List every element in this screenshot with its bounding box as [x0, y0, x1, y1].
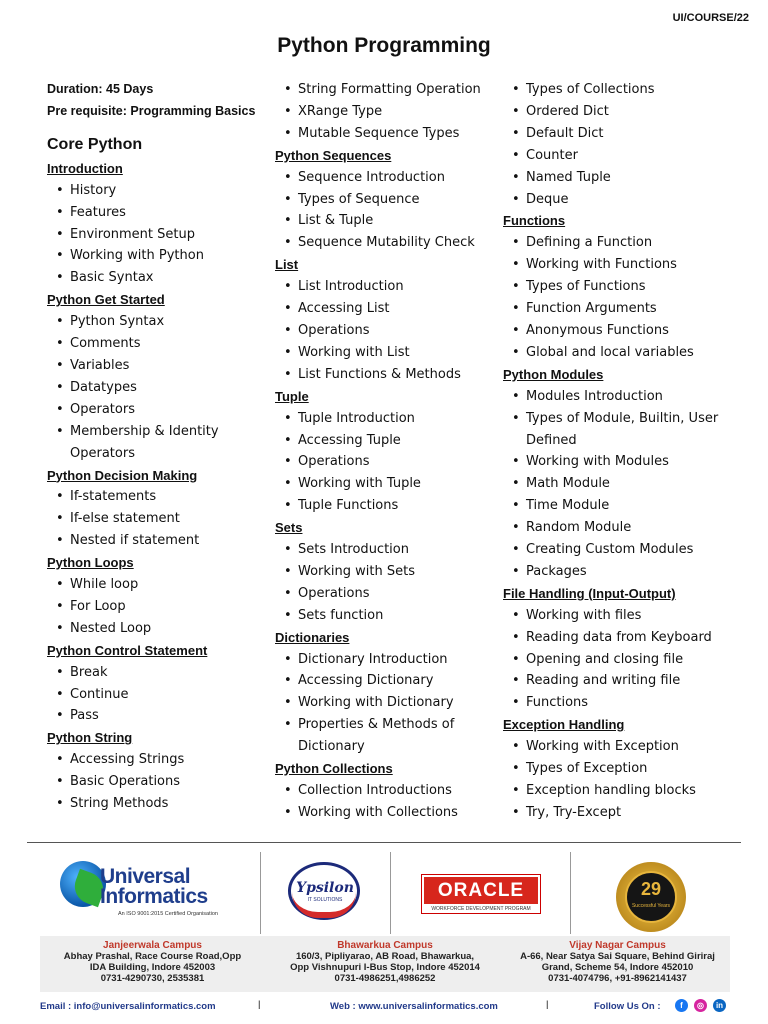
- section-heading: Python Sequences: [275, 147, 392, 163]
- topic-item: • Nested if statement: [47, 530, 262, 552]
- topic-item: • Types of Module, Builtin, User Defined: [503, 408, 731, 452]
- duration: Duration: 45 Days: [47, 82, 154, 96]
- topic-list: [47, 662, 262, 728]
- core-python-heading: Core Python: [47, 135, 143, 153]
- topic-item: • Accessing Tuple: [275, 430, 495, 452]
- column-3: [503, 79, 731, 824]
- topic-list: [47, 574, 262, 640]
- section-heading: Python Loops: [47, 555, 134, 571]
- topic-item: • While loop: [47, 574, 262, 596]
- ypsilon-logo: [288, 862, 360, 920]
- topic-list: [275, 649, 495, 759]
- logo-divider: [260, 852, 261, 934]
- topic-item: • List Functions & Methods: [275, 364, 495, 386]
- column-2-sections: [275, 145, 495, 824]
- oracle-logo: [421, 874, 541, 914]
- topic-item: • Try, Try-Except: [503, 802, 731, 824]
- follow-us-label: Follow Us On :: [594, 1001, 661, 1012]
- footer: [40, 999, 730, 1015]
- column-1-sections: [47, 158, 262, 815]
- topic-item: • Datatypes: [47, 377, 262, 399]
- campus-name: Vijay Nagar Campus: [569, 940, 666, 951]
- topic-item: • Reading data from Keyboard: [503, 627, 731, 649]
- topic-item: • Packages: [503, 561, 731, 583]
- topic-item: • Variables: [47, 355, 262, 377]
- topic-item: • List & Tuple: [275, 210, 495, 232]
- section-heading: Python Decision Making: [47, 467, 198, 483]
- instagram-icon[interactable]: ◎: [694, 999, 707, 1012]
- linkedin-icon[interactable]: in: [713, 999, 726, 1012]
- ypsilon-subtitle: IT SOLUTIONS: [307, 897, 343, 903]
- campus-info: [40, 936, 730, 992]
- topic-item: • Types of Exception: [503, 758, 731, 780]
- section-heading: Python String: [47, 730, 133, 746]
- column-3-lead-items: [503, 79, 731, 210]
- topic-list: [47, 311, 262, 464]
- badge-subtitle: Successful Years: [631, 903, 671, 909]
- topic-list: [275, 408, 495, 518]
- topic-item: • Modules Introduction: [503, 386, 731, 408]
- topic-item: • Operators: [47, 399, 262, 421]
- campus-address: Opp Vishnupuri I-Bus Stop, Indore 452014: [290, 962, 480, 973]
- topic-item: • If-else statement: [47, 508, 262, 530]
- section-heading: Sets: [275, 520, 303, 536]
- topic-item: • Sets Introduction: [275, 539, 495, 561]
- oracle-text: ORACLE: [424, 877, 538, 904]
- section-heading: Python Collections: [275, 761, 393, 777]
- topic-list: [47, 180, 262, 290]
- topic-item: • Time Module: [503, 495, 731, 517]
- topic-list: [275, 539, 495, 627]
- topic-item: • Basic Operations: [47, 771, 262, 793]
- footer-separator: |: [258, 999, 261, 1010]
- page-title: Python Programming: [277, 34, 491, 57]
- section-heading: Introduction: [47, 160, 123, 176]
- footer-separator: |: [546, 999, 549, 1010]
- topic-list: [503, 386, 731, 583]
- topic-item: • Tuple Functions: [275, 495, 495, 517]
- topic-list: [503, 605, 731, 715]
- campus-address: Grand, Scheme 54, Indore 452010: [541, 962, 694, 973]
- section-heading: Python Control Statement: [47, 642, 208, 658]
- campus-name: Bhawarkua Campus: [337, 940, 433, 951]
- logo-strip: [40, 852, 730, 934]
- section-heading: Dictionaries: [275, 629, 350, 645]
- topic-item: • Reading and writing file: [503, 670, 731, 692]
- topic-item: • Mutable Sequence Types: [275, 123, 495, 145]
- campus-address: 160/3, Pipliyarao, AB Road, Bhawarkua,: [295, 951, 475, 962]
- topic-list: [275, 276, 495, 386]
- topic-item: • Comments: [47, 333, 262, 355]
- topic-item: • Features: [47, 202, 262, 224]
- topic-item: • Math Module: [503, 473, 731, 495]
- topic-item: • Global and local variables: [503, 342, 731, 364]
- topic-item: • Environment Setup: [47, 224, 262, 246]
- section-heading: Tuple: [275, 388, 309, 404]
- campus-address: IDA Building, Indore 452003: [89, 962, 216, 973]
- topic-item: • Sequence Mutability Check: [275, 232, 495, 254]
- topic-item: • Working with Python: [47, 245, 262, 267]
- logo-divider: [390, 852, 391, 934]
- section-heading: Functions: [503, 213, 566, 229]
- email-link[interactable]: Email : info@universalinformatics.com: [40, 1001, 216, 1012]
- badge-number: 29: [640, 879, 662, 899]
- topic-item: • Accessing Strings: [47, 749, 262, 771]
- topic-item: • Working with Sets: [275, 561, 495, 583]
- topic-item: • Defining a Function: [503, 232, 731, 254]
- topic-item: • Anonymous Functions: [503, 320, 731, 342]
- topic-list: [47, 749, 262, 815]
- topic-item: • Working with Modules: [503, 451, 731, 473]
- logo-subtitle: An ISO 9001:2015 Certified Organisation: [118, 911, 218, 917]
- campus-name: Janjeerwala Campus: [103, 940, 202, 951]
- topic-item: • String Formatting Operation: [275, 79, 495, 101]
- topic-item: • Collection Introductions: [275, 780, 495, 802]
- campus-address: A-66, Near Satya Sai Square, Behind Giriraj: [520, 951, 715, 962]
- campus-phone: 0731-4986251,4986252: [334, 973, 436, 984]
- topic-item: • Deque: [503, 189, 731, 211]
- column-2: [275, 79, 495, 824]
- topic-item: • List Introduction: [275, 276, 495, 298]
- section-heading: File Handling (Input-Output): [503, 585, 676, 601]
- topic-item: • Ordered Dict: [503, 101, 731, 123]
- topic-item: • Operations: [275, 320, 495, 342]
- topic-item: • Exception handling blocks: [503, 780, 731, 802]
- topic-list: [275, 780, 495, 824]
- course-code: UI/COURSE/22: [672, 12, 749, 24]
- topic-item: • Working with Collections: [275, 802, 495, 824]
- logo-line-2: Informatics: [100, 885, 208, 908]
- campus-bhawarkua: [265, 940, 505, 984]
- logo-text: [100, 867, 208, 907]
- campus-phone: 0731-4290730, 2535381: [100, 973, 205, 984]
- topic-item: • Basic Syntax: [47, 267, 262, 289]
- topic-item: • Functions: [503, 692, 731, 714]
- topic-item: • Creating Custom Modules: [503, 539, 731, 561]
- topic-item: • Working with Functions: [503, 254, 731, 276]
- topic-item: • Pass: [47, 705, 262, 727]
- campus-address: Abhay Prashal, Race Course Road,Opp: [63, 951, 242, 962]
- topic-item: • If-statements: [47, 486, 262, 508]
- topic-item: • Sets function: [275, 605, 495, 627]
- topic-item: • Operations: [275, 583, 495, 605]
- topic-list: [47, 486, 262, 552]
- topic-item: • History: [47, 180, 262, 202]
- logo-divider: [570, 852, 571, 934]
- topic-item: • Default Dict: [503, 123, 731, 145]
- section-heading: Python Modules: [503, 366, 604, 382]
- topic-item: • XRange Type: [275, 101, 495, 123]
- topic-item: • Working with List: [275, 342, 495, 364]
- section-heading: Python Get Started: [47, 292, 165, 308]
- topic-item: • Dictionary Introduction: [275, 649, 495, 671]
- topic-item: • For Loop: [47, 596, 262, 618]
- topic-item: • Types of Functions: [503, 276, 731, 298]
- column-3-sections: [503, 210, 731, 823]
- topic-item: • Types of Collections: [503, 79, 731, 101]
- topic-item: • Membership & Identity Operators: [47, 421, 262, 465]
- ypsilon-text: Ypsilon: [296, 880, 354, 896]
- prerequisite: Pre requisite: Programming Basics: [47, 103, 256, 118]
- facebook-icon[interactable]: f: [675, 999, 688, 1012]
- topic-item: • Accessing Dictionary: [275, 670, 495, 692]
- topic-list: [503, 736, 731, 824]
- topic-list: [275, 167, 495, 255]
- topic-item: • Random Module: [503, 517, 731, 539]
- topic-item: • Accessing List: [275, 298, 495, 320]
- topic-item: • Properties & Methods of Dictionary: [275, 714, 495, 758]
- universal-informatics-logo: [60, 855, 250, 925]
- footer-divider: [27, 842, 741, 843]
- topic-item: • Sequence Introduction: [275, 167, 495, 189]
- topic-item: • Python Syntax: [47, 311, 262, 333]
- topic-list: [503, 232, 731, 363]
- topic-item: • Types of Sequence: [275, 189, 495, 211]
- oracle-subtitle: WORKFORCE DEVELOPMENT PROGRAM: [431, 906, 531, 912]
- section-heading: Exception Handling: [503, 717, 625, 733]
- topic-item: • Tuple Introduction: [275, 408, 495, 430]
- topic-item: • Working with files: [503, 605, 731, 627]
- campus-vijay-nagar: [505, 940, 730, 984]
- topic-item: • Continue: [47, 684, 262, 706]
- topic-item: • Operations: [275, 451, 495, 473]
- topic-item: • Working with Tuple: [275, 473, 495, 495]
- campus-janjeerwala: [40, 940, 265, 984]
- logo-line-1: Universal: [100, 865, 191, 888]
- topic-item: • Break: [47, 662, 262, 684]
- campus-phone: 0731-4074796, +91-8962141437: [548, 973, 687, 984]
- topic-item: • Named Tuple: [503, 167, 731, 189]
- anniversary-badge: [616, 862, 686, 932]
- column-1: [47, 79, 262, 815]
- website-link[interactable]: Web : www.universalinformatics.com: [330, 1001, 498, 1012]
- topic-item: • Working with Exception: [503, 736, 731, 758]
- topic-item: • Opening and closing file: [503, 649, 731, 671]
- topic-item: • Working with Dictionary: [275, 692, 495, 714]
- topic-item: • Nested Loop: [47, 618, 262, 640]
- topic-item: • String Methods: [47, 793, 262, 815]
- topic-item: • Function Arguments: [503, 298, 731, 320]
- section-heading: List: [275, 257, 299, 273]
- topic-item: • Counter: [503, 145, 731, 167]
- column-2-lead-items: [275, 79, 495, 145]
